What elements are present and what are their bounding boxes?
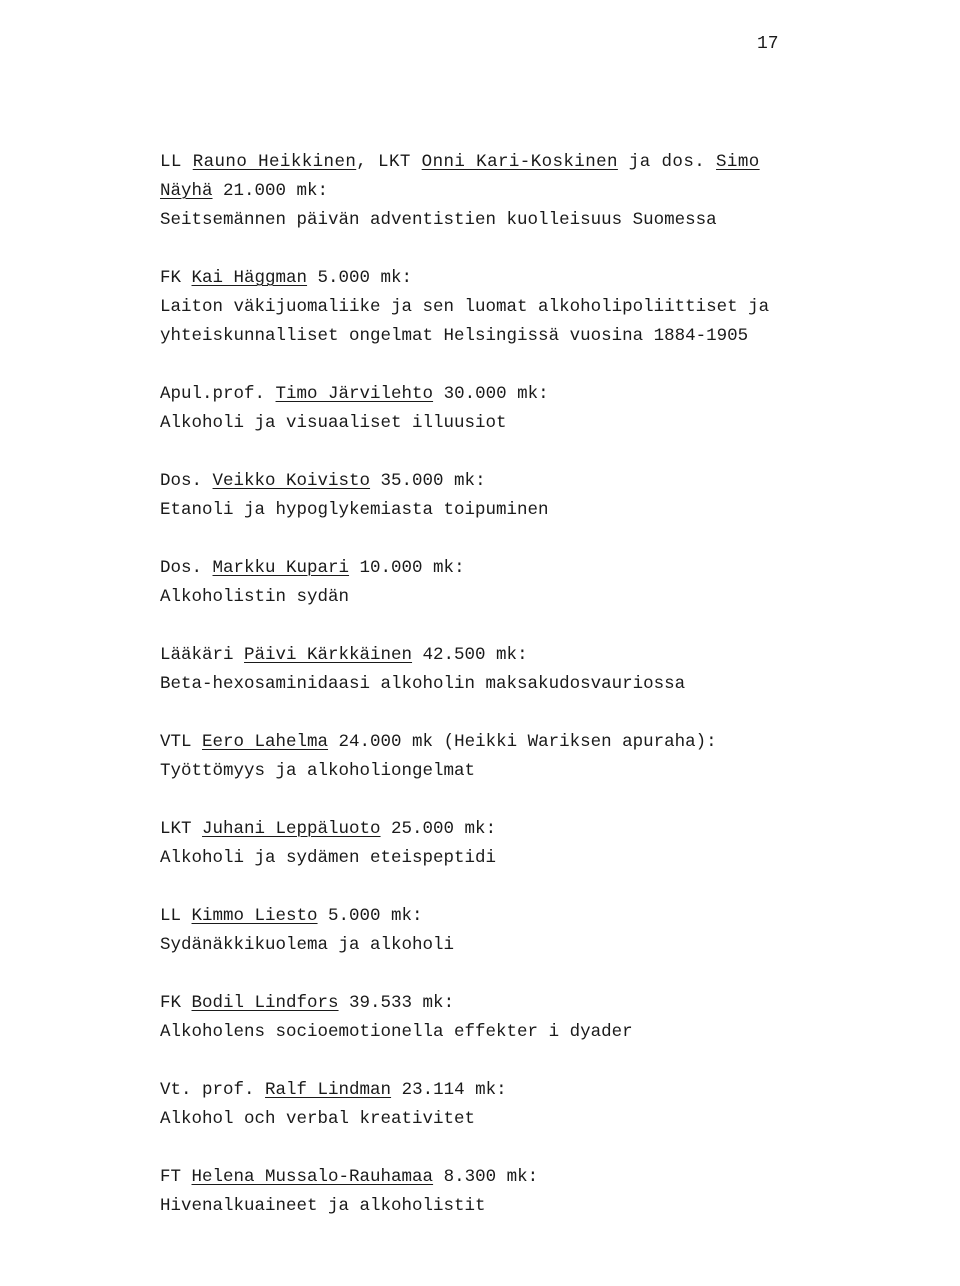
project-title: Alkoholens socioemotionella effekter i dyader: [160, 1022, 633, 1042]
recipient-title: LL: [160, 152, 193, 172]
grant-entry: [160, 989, 840, 1047]
grant-heading: [160, 989, 840, 1018]
project-title: yhteiskunnalliset ongelmat Helsingissä vuosina 1884-1905: [160, 326, 749, 346]
grant-entry: [160, 148, 840, 235]
recipient-name: Markku Kupari: [212, 558, 350, 578]
grant-amount: 42.500 mk:: [412, 645, 528, 665]
grant-amount: 10.000 mk:: [349, 558, 465, 578]
recipient-title: VTL: [160, 732, 203, 752]
grant-entry: [160, 380, 840, 438]
recipient-name: Bodil Lindfors: [191, 993, 339, 1013]
project-title: Alkoholi ja visuaaliset illuusiot: [160, 413, 507, 433]
recipient-name: Rauno Heikkinen: [192, 152, 357, 172]
recipient-name: Näyhä: [160, 181, 213, 201]
project-title: Beta-hexosaminidaasi alkoholin maksakudosvauriossa: [160, 674, 686, 694]
grant-amount: 21.000 mk:: [212, 181, 329, 201]
project-title: Alkohol och verbal kreativitet: [160, 1109, 476, 1129]
grant-heading: [160, 554, 840, 583]
recipient-name: Veikko Koivisto: [212, 471, 371, 491]
recipient-name: Kai Häggman: [191, 268, 308, 288]
project-title: Etanoli ja hypoglykemiasta toipuminen: [160, 500, 549, 520]
grant-heading: [160, 1163, 840, 1192]
grant-heading: [160, 815, 840, 844]
recipient-name: Juhani Leppäluoto: [202, 819, 381, 839]
grant-entry: [160, 264, 840, 351]
recipient-title: FK: [160, 268, 192, 288]
grant-amount: 30.000 mk:: [433, 384, 549, 404]
grant-heading: [160, 467, 840, 496]
recipient-title: FT: [160, 1167, 192, 1187]
recipient-name: Onni Kari-Koskinen: [421, 152, 618, 172]
grant-heading-continued: [160, 177, 840, 206]
recipient-name: Simo: [716, 152, 760, 172]
grant-entry: [160, 554, 840, 612]
grant-amount: 23.114 mk:: [391, 1080, 507, 1100]
project-title: Työttömyys ja alkoholiongelmat: [160, 761, 476, 781]
grant-amount: 39.533 mk:: [338, 993, 455, 1013]
grant-entry: [160, 641, 840, 699]
page-number: 17: [757, 34, 779, 54]
recipient-title: LL: [160, 906, 192, 926]
recipient-name: Timo Järvilehto: [275, 384, 434, 404]
grant-entry: [160, 815, 840, 873]
recipient-name: Ralf Lindman: [265, 1080, 392, 1100]
project-title: Sydänäkkikuolema ja alkoholi: [160, 935, 455, 955]
grant-amount: 25.000 mk:: [380, 819, 497, 839]
grant-list: [160, 148, 840, 1250]
recipient-title: Lääkäri: [160, 645, 245, 665]
recipient-name: Helena Mussalo-Rauhamaa: [191, 1167, 434, 1187]
grant-entry: [160, 467, 840, 525]
recipient-title: Dos.: [160, 471, 213, 491]
grant-heading: [160, 728, 840, 757]
separator-text: , LKT: [356, 152, 422, 172]
recipient-name: Eero Lahelma: [202, 732, 329, 752]
project-title: Laiton väkijuomaliike ja sen luomat alkoholipoliittiset ja: [160, 297, 770, 317]
grant-entry: [160, 1076, 840, 1134]
grant-heading: [160, 264, 840, 293]
grant-amount: 24.000 mk (Heikki Wariksen apuraha):: [328, 732, 717, 752]
project-title: Alkoholistin sydän: [160, 587, 350, 607]
grant-entry: [160, 1163, 840, 1221]
project-title: Seitsemännen päivän adventistien kuolleisuus Suomessa: [160, 210, 717, 230]
recipient-title: Apul.prof.: [160, 384, 276, 404]
grant-entry: [160, 902, 840, 960]
recipient-title: Dos.: [160, 558, 213, 578]
recipient-title: LKT: [160, 819, 203, 839]
grant-amount: 5.000 mk:: [317, 906, 423, 926]
grant-entry: [160, 728, 840, 786]
separator-text: ja dos.: [617, 152, 717, 172]
grant-heading: [160, 148, 840, 177]
project-title: Alkoholi ja sydämen eteispeptidi: [160, 848, 497, 868]
grant-heading: [160, 902, 840, 931]
recipient-name: Kimmo Liesto: [191, 906, 318, 926]
recipient-name: Päivi Kärkkäinen: [244, 645, 413, 665]
grant-amount: 8.300 mk:: [433, 1167, 539, 1187]
project-title: Hivenalkuaineet ja alkoholistit: [160, 1196, 486, 1216]
grant-amount: 5.000 mk:: [307, 268, 413, 288]
grant-heading: [160, 380, 840, 409]
recipient-title: FK: [160, 993, 192, 1013]
grant-heading: [160, 1076, 840, 1105]
grant-heading: [160, 641, 840, 670]
recipient-title: Vt. prof.: [160, 1080, 266, 1100]
grant-amount: 35.000 mk:: [370, 471, 486, 491]
